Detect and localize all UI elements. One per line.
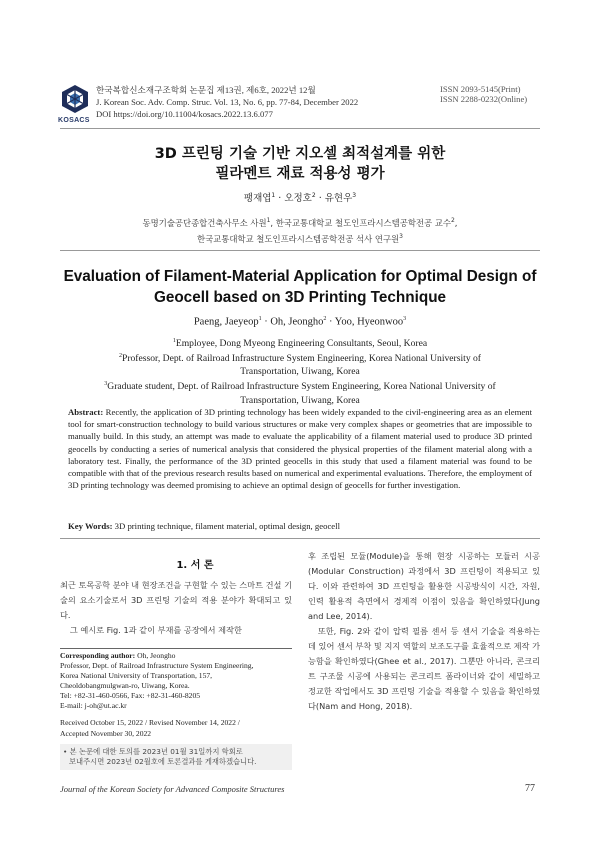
issn-online: ISSN 2288-0232(Online) [440, 94, 528, 104]
logo-label: KOSACS [58, 117, 90, 124]
header-divider [60, 128, 540, 129]
author-sup: 2 [311, 191, 316, 199]
author-sup: 2 [323, 316, 327, 322]
english-author-3: Yoo, Hyeonwoo [334, 316, 404, 328]
korean-authors [60, 190, 540, 204]
korean-title-line1: 3D 프린팅 기술 기반 지오셀 최적설계를 위한 [154, 146, 446, 162]
korean-affiliation-line1 [60, 214, 540, 230]
korean-affiliation-3: 한국교통대학교 철도인프라시스템공학전공 석사 연구원 [197, 233, 400, 244]
issn-print: ISSN 2093-5145(Print) [440, 84, 521, 94]
affiliation-sup: 1 [266, 217, 271, 224]
abstract [68, 406, 532, 491]
footer-journal-name: Journal of the Korean Society for Advanced Composite Structures [60, 784, 285, 794]
korean-author-2: 오정호 [284, 193, 312, 204]
author-separator: · [315, 193, 325, 204]
author-sup: 1 [271, 191, 276, 199]
korean-author-3: 유현우 [324, 193, 353, 204]
korean-title [60, 144, 540, 184]
journal-logo [60, 84, 90, 120]
english-affiliation-1 [100, 335, 500, 350]
korean-affiliation-2: , 한국교통대학교 철도인프라시스템공학전공 교수 [270, 217, 451, 228]
english-title-line2: Geocell based on 3D Printing Technique [153, 289, 447, 306]
korean-title-line2: 필라멘트 재료 적용성 평가 [215, 166, 385, 182]
author-separator: · [326, 316, 335, 328]
keywords-text: 3D printing technique, filament material, optimal design, geocell [112, 521, 340, 531]
korean-affiliation-line2 [60, 230, 540, 246]
author-sup: 3 [352, 191, 357, 199]
author-separator: · [275, 193, 285, 204]
affiliation-punct: , [454, 217, 458, 228]
footnote-divider [60, 648, 292, 649]
corresponding-label: Corresponding author: [60, 651, 136, 660]
korean-author-1: 팽재엽 [243, 193, 272, 204]
affiliation-sup: 3 [399, 232, 403, 240]
title-divider [60, 250, 540, 251]
english-author-2: Oh, Jeongho [270, 316, 324, 328]
author-sup: 3 [403, 316, 407, 322]
body-column-left [60, 578, 292, 638]
affiliation-sup: 1 [172, 338, 176, 344]
corresponding-address: Cheoldobangmulgwan-ro, Uiwang, Korea. [60, 681, 190, 690]
affiliation-text: Professor, Dept. of Railroad Infrastructure System Engineering, Korea National University of Transportation, Uiwang, Korea [121, 353, 482, 378]
corresponding-author-block [60, 651, 292, 711]
corresponding-name: Oh, Jeongho [135, 651, 176, 660]
abstract-text: Recently, the application of 3D printing technology has been widely expanded to the civil-engineering area as an element tool for smart-construction technology to build various structures or make very complex shapes or geometries that are impossible to manually build. In this study, an attempt was made to evaluate the applicability of a filament material used to produce 3D printed geocells by conducting a series of numerical analysis that considered the physical properties of the filament material along with a laboratory test. Finally, the performance of the 3D printed geocells in this study that used a filament material was found to be compatible with that of the previous research results based on numerical and experimental evaluations. Therefore, the employment of 3D printing technology was deemed promising to achieve an optimal design of geocells for further investigation. [68, 407, 532, 491]
discussion-note [60, 744, 292, 770]
affiliation-text: Employee, Dong Myeong Engineering Consultants, Seoul, Korea [175, 338, 428, 350]
page-number: 77 [525, 783, 535, 794]
corresponding-affiliation: Professor, Dept. of Railroad Infrastructure System Engineering, [60, 661, 254, 670]
journal-name-korean: 한국복합신소재구조학회 논문집 제13권, 제6호, 2022년 12월 [96, 85, 316, 95]
logo-hexagon-icon [60, 84, 90, 114]
english-authors [60, 316, 540, 328]
abstract-divider [60, 538, 540, 539]
corresponding-email[interactable]: E-mail: j-oh@ut.ac.kr [60, 701, 127, 710]
manuscript-dates [60, 717, 292, 739]
dates-line1: Received October 15, 2022 / Revised November 14, 2022 / [60, 718, 240, 727]
dates-line2: Accepted November 30, 2022 [60, 729, 152, 738]
korean-affiliation-1: 동명기술공단종합건축사무소 사원 [142, 217, 267, 228]
english-title [60, 266, 540, 308]
issn-block [440, 84, 527, 104]
body-column-right [308, 549, 540, 714]
paragraph: 후 조립된 모듈(Module)을 통해 현장 시공하는 모듈러 시공(Modular Construction) 과정에서 3D 프린팅이 적용되고 있다. 이와 관련하여 3D 프린팅을 활용한 시공방식이 시간, 자원, 인력 활용적 측면에서 경제적 이점이 있음을 확인하였다(Jung and Lee, 2014). [308, 551, 540, 621]
english-affiliation-3 [100, 378, 500, 406]
section-heading-introduction: 1. 서 론 [176, 560, 214, 571]
affiliation-sup: 2 [118, 353, 122, 360]
corresponding-university: Korea National University of Transportation, 157, [60, 671, 213, 680]
discussion-note-line2: 보내주시면 2023년 02월호에 토론결과를 게재하겠습니다. [69, 757, 257, 766]
affiliation-text: Graduate student, Dept. of Railroad Infrastructure System Engineering, Korea National University of Transportation, Uiwang, Korea [107, 381, 496, 406]
keywords-label: Key Words: [68, 521, 113, 531]
english-author-1: Paeng, Jaeyeop [193, 316, 259, 328]
abstract-label: Abstract: [68, 407, 104, 417]
keywords [68, 521, 532, 531]
author-sup: 1 [258, 316, 262, 322]
journal-citation-english: J. Korean Soc. Adv. Comp. Struc. Vol. 13, No. 6, pp. 77-84, December 2022 [96, 97, 359, 107]
paragraph: 또한, Fig. 2와 같이 압력 필름 센서 등 센서 기술을 적용하는 데 있어 센서 부착 및 지지 역할의 보조도구를 효율적으로 제작 가능함을 확인하였다(Ghee et al., 2017). 그뿐만 아니라, 콘크리트 구조물 시공에 사용되는 콘크리트 폼라이너와 같이 세밀하고 정교한 작업에서도 3D 프린팅 기술을 적용할 수 있음을 확인하였다(Nam and Hong, 2018). [308, 626, 540, 711]
paragraph: 그 예시로 Fig. 1과 같이 부재를 공장에서 제작한 [69, 625, 242, 635]
english-title-line1: Evaluation of Filament-Material Application for Optimal Design of [63, 268, 537, 285]
discussion-note-line1: • 본 논문에 대한 토의를 2023년 01월 31일까지 학회로 [63, 747, 243, 756]
paragraph: 최근 토목공학 분야 내 현장조건을 구현할 수 있는 스마트 건설 기술의 요소기술로서 3D 프린팅 기술의 적용 분야가 확대되고 있다. [60, 580, 292, 620]
english-affiliations [100, 335, 500, 407]
english-affiliation-2 [100, 350, 500, 378]
korean-affiliations [60, 214, 540, 246]
corresponding-author-line [60, 651, 292, 661]
doi-link[interactable]: DOI https://doi.org/10.11004/kosacs.2022.13.6.077 [96, 109, 273, 119]
author-separator: · [261, 316, 271, 328]
affiliation-sup: 3 [104, 381, 108, 388]
corresponding-phone: Tel: +82-31-460-0566, Fax: +82-31-460-8205 [60, 691, 201, 700]
affiliation-sup: 2 [450, 217, 455, 224]
